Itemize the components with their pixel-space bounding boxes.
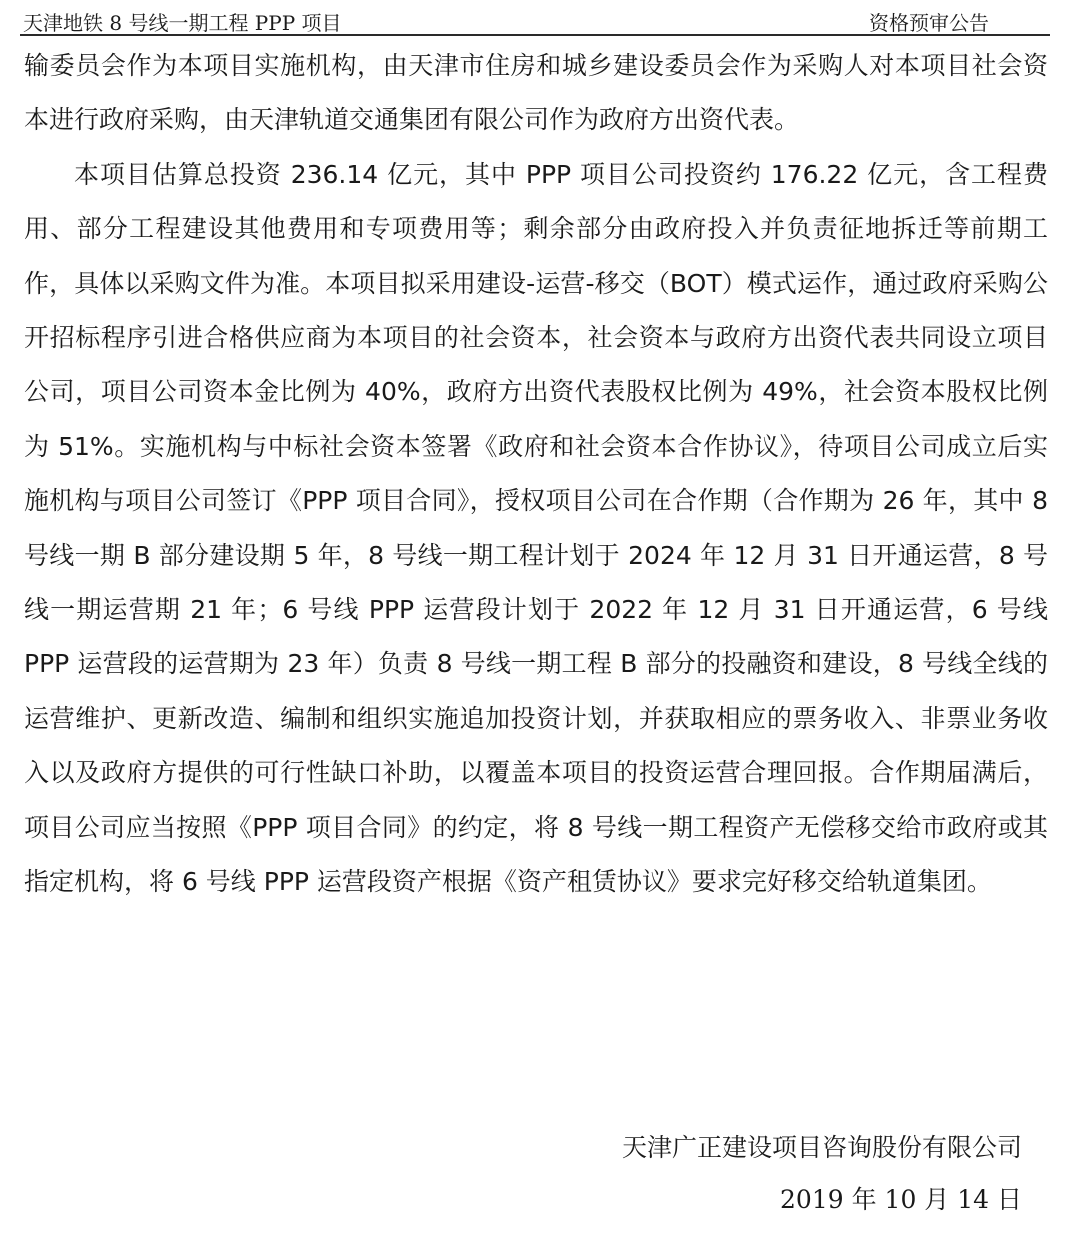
document-body (24, 39, 1048, 910)
issuer-company: 天津广正建设项目咨询股份有限公司 (621, 1133, 1022, 1162)
signature-block (622, 1122, 1022, 1226)
paragraph-investment: 本项目估算总投资 236.14 亿元，其中 PPP 项目公司投资约 176.22 亿元，含工程费用、部分工程建设其他费用和专项费用等；剩余部分由政府投入并负责征地拆迁等前期工作，具体以采购文件为准。本项目拟采用建设-运营-移交（BOT）模式运作，通过政府采购公开招标程序引进合格供应商为本项目的社会资本，社会资本与政府方出资代表共同设立项目公司，项目公司资本金比例为 40%，政府方出资代表股权比例为 49%，社会资本股权比例为 51%。实施机构与中标社会资本签署《政府和社会资本合作协议》，待项目公司成立后实施机构与项目公司签订《PPP 项目合同》，授权项目公司在合作期（合作期为 26 年，其中 8 号线一期 B 部分建设期 5 年，8 号线一期工程计划于 2024 年 12 月 31 日开通运营，8 号线一期运营期 21 年；6 号线 PPP 运营段计划于 2022 年 12 月 31 日开通运营，6 号线 PPP 运营段的运营期为 23 年）负责 8 号线一期工程 B 部分的投融资和建设，8 号线全线的运营维护、更新改造、编制和组织实施追加投资计划，并获取相应的票务收入、非票业务收入以及政府方提供的可行性缺口补助，以覆盖本项目的投资运营合理回报。合作期届满后，项目公司应当按照《PPP 项目合同》的约定，将 8 号线一期工程资产无偿移交给市政府或其指定机构，将 6 号线 PPP 运营段资产根据《资产租赁协议》要求完好移交给轨道集团。 (24, 159, 1048, 897)
header-divider (20, 34, 1050, 36)
header-document-type: 资格预审公告 (869, 11, 989, 35)
paragraph-continued: 输委员会作为本项目实施机构，由天津市住房和城乡建设委员会作为采购人对本项目社会资本进行政府采购，由天津轨道交通集团有限公司作为政府方出资代表。 (24, 51, 1048, 135)
page-header (0, 0, 1080, 36)
header-project-title: 天津地铁 8 号线一期工程 PPP 项目 (23, 11, 342, 35)
issue-date: 2019 年 10 月 14 日 (780, 1185, 1022, 1214)
